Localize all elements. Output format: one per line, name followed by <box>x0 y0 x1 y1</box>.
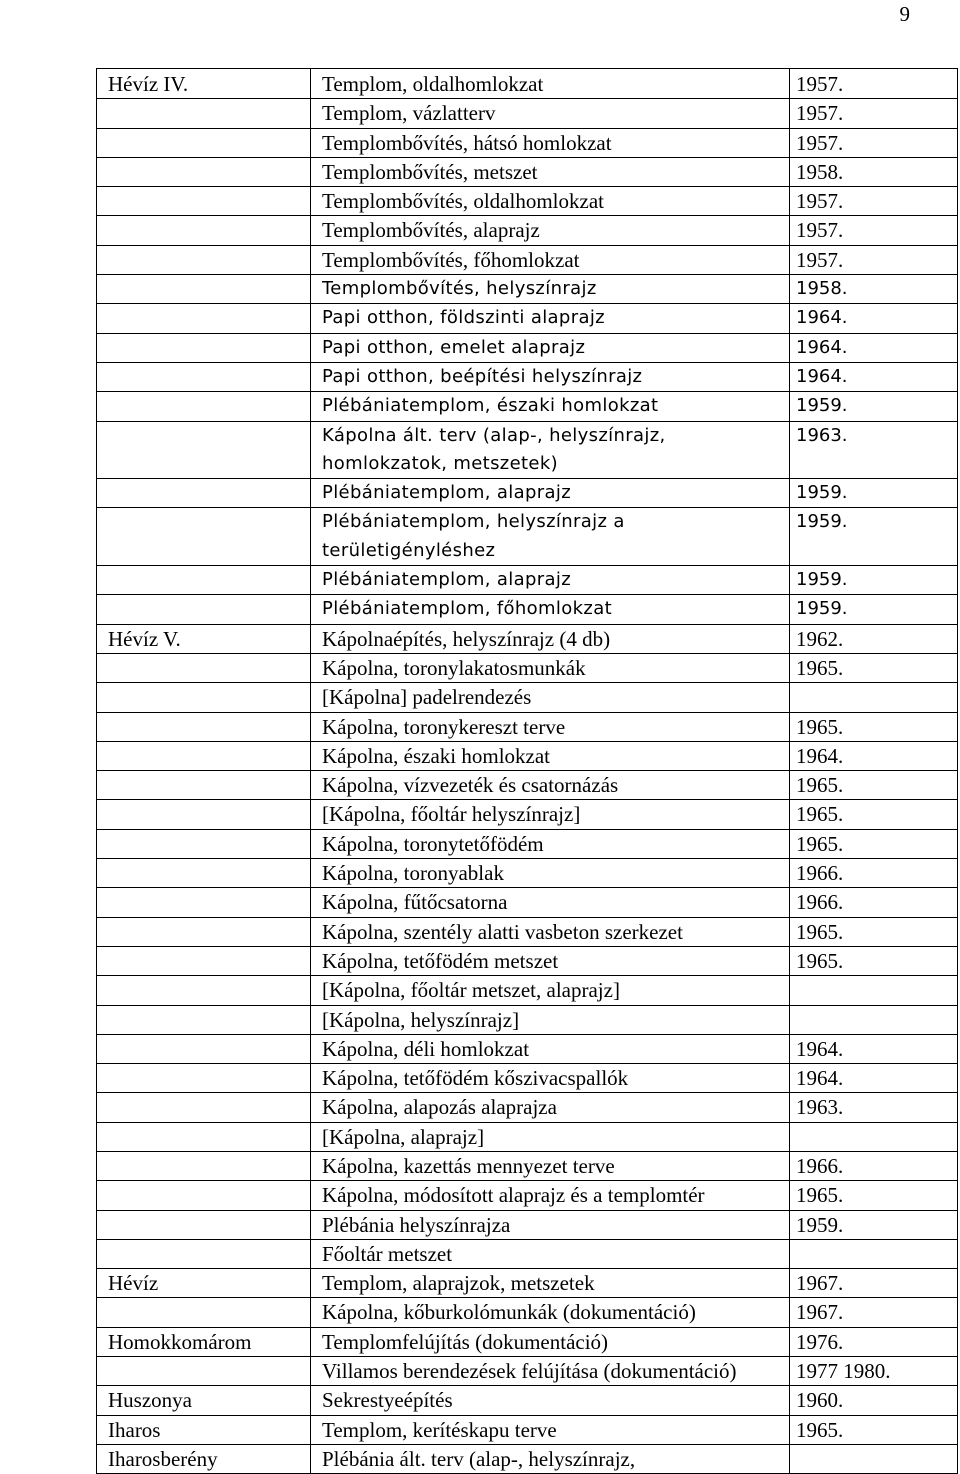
description-cell: [Kápolna, alaprajz] <box>311 1122 790 1151</box>
table-row <box>97 595 958 624</box>
description-cell: Papi otthon, emelet alaprajz <box>311 333 790 362</box>
location-cell <box>97 508 311 566</box>
table-row <box>97 624 958 653</box>
table-row <box>97 304 958 333</box>
location-cell <box>97 1005 311 1034</box>
table-row <box>97 1444 958 1473</box>
year-cell: 1959. <box>790 1210 958 1239</box>
location-cell: Hévíz IV. <box>97 69 311 99</box>
description-cell: Kápolna, toronyablak <box>311 859 790 888</box>
table-row <box>97 1386 958 1415</box>
description-cell: Kápolna, fűtőcsatorna <box>311 888 790 917</box>
page-number: 9 <box>899 2 910 26</box>
year-cell: 1957. <box>790 216 958 245</box>
location-cell <box>97 245 311 274</box>
description-cell: Kápolna, toronykereszt terve <box>311 712 790 741</box>
year-cell: 1957. <box>790 187 958 216</box>
table-body <box>97 69 958 1474</box>
description-cell: Kápolna, tetőfödém kőszivacspallók <box>311 1064 790 1093</box>
table-row <box>97 1093 958 1122</box>
table-row <box>97 917 958 946</box>
table-row <box>97 829 958 858</box>
description-cell: Plébániatemplom, északi homlokzat <box>311 392 790 421</box>
location-cell <box>97 1122 311 1151</box>
table-row <box>97 187 958 216</box>
description-cell: Plébániatemplom, alaprajz <box>311 566 790 595</box>
table-row <box>97 1005 958 1034</box>
year-cell: 1965. <box>790 1181 958 1210</box>
description-cell: Templombővítés, helyszínrajz <box>311 275 790 304</box>
description-cell: Főoltár metszet <box>311 1239 790 1268</box>
year-cell: 1963. <box>790 1093 958 1122</box>
table-row <box>97 712 958 741</box>
description-cell: Kápolna ált. terv (alap-, helyszínrajz, homlokzatok, metszetek) <box>311 421 790 479</box>
table-row <box>97 741 958 770</box>
location-cell <box>97 771 311 800</box>
description-cell: Templomfelújítás (dokumentáció) <box>311 1327 790 1356</box>
table-row <box>97 392 958 421</box>
description-cell: Plébánia helyszínrajza <box>311 1210 790 1239</box>
year-cell: 1965. <box>790 800 958 829</box>
location-cell <box>97 566 311 595</box>
location-cell <box>97 1034 311 1063</box>
location-cell <box>97 216 311 245</box>
year-cell: 1965. <box>790 946 958 975</box>
table-row <box>97 216 958 245</box>
description-cell: Kápolna, északi homlokzat <box>311 741 790 770</box>
location-cell <box>97 683 311 712</box>
location-cell <box>97 421 311 479</box>
location-cell: Iharos <box>97 1415 311 1444</box>
year-cell: 1964. <box>790 333 958 362</box>
table-row <box>97 1034 958 1063</box>
location-cell <box>97 157 311 186</box>
description-cell: Templom, vázlatterv <box>311 99 790 128</box>
year-cell: 1957. <box>790 245 958 274</box>
table-row <box>97 1415 958 1444</box>
location-cell <box>97 829 311 858</box>
description-cell: Papi otthon, beépítési helyszínrajz <box>311 362 790 391</box>
table-row <box>97 859 958 888</box>
location-cell <box>97 1181 311 1210</box>
location-cell <box>97 859 311 888</box>
year-cell: 1976. <box>790 1327 958 1356</box>
year-cell: 1964. <box>790 304 958 333</box>
location-cell <box>97 800 311 829</box>
year-cell: 1965. <box>790 712 958 741</box>
table-row <box>97 1269 958 1298</box>
description-cell: Templom, kerítéskapu terve <box>311 1415 790 1444</box>
location-cell <box>97 99 311 128</box>
table-row <box>97 1122 958 1151</box>
table-row <box>97 333 958 362</box>
description-cell: [Kápolna, főoltár helyszínrajz] <box>311 800 790 829</box>
description-cell: Kápolna, déli homlokzat <box>311 1034 790 1063</box>
description-cell: [Kápolna, helyszínrajz] <box>311 1005 790 1034</box>
description-cell: Plébánia ált. terv (alap-, helyszínrajz, <box>311 1444 790 1473</box>
year-cell: 1959. <box>790 508 958 566</box>
location-cell <box>97 304 311 333</box>
location-cell <box>97 888 311 917</box>
year-cell: 1960. <box>790 1386 958 1415</box>
location-cell <box>97 1151 311 1180</box>
location-cell <box>97 128 311 157</box>
description-cell: Sekrestyeépítés <box>311 1386 790 1415</box>
table-row <box>97 245 958 274</box>
description-cell: Plébániatemplom, alaprajz <box>311 479 790 508</box>
location-cell: Hévíz <box>97 1269 311 1298</box>
location-cell: Hévíz V. <box>97 624 311 653</box>
location-cell <box>97 1064 311 1093</box>
location-cell <box>97 1210 311 1239</box>
year-cell: 1959. <box>790 595 958 624</box>
location-cell <box>97 1239 311 1268</box>
year-cell: 1966. <box>790 888 958 917</box>
description-cell: Templombővítés, alaprajz <box>311 216 790 245</box>
description-cell: Kápolna, toronylakatosmunkák <box>311 653 790 682</box>
description-cell: Kápolna, alapozás alaprajza <box>311 1093 790 1122</box>
table-row <box>97 508 958 566</box>
year-cell: 1957. <box>790 69 958 99</box>
description-cell: Templom, alaprajzok, metszetek <box>311 1269 790 1298</box>
year-cell: 1964. <box>790 362 958 391</box>
table-row <box>97 421 958 479</box>
year-cell: 1965. <box>790 917 958 946</box>
location-cell <box>97 333 311 362</box>
year-cell: 1964. <box>790 1034 958 1063</box>
year-cell: 1966. <box>790 1151 958 1180</box>
table-row <box>97 800 958 829</box>
location-cell <box>97 479 311 508</box>
location-cell <box>97 275 311 304</box>
location-cell: Homokkomárom <box>97 1327 311 1356</box>
description-cell: Kápolnaépítés, helyszínrajz (4 db) <box>311 624 790 653</box>
year-cell: 1957. <box>790 99 958 128</box>
archive-table <box>96 68 958 1474</box>
description-cell: Kápolna, kazettás mennyezet terve <box>311 1151 790 1180</box>
table-row <box>97 976 958 1005</box>
table-row <box>97 771 958 800</box>
year-cell: 1958. <box>790 157 958 186</box>
location-cell: Huszonya <box>97 1386 311 1415</box>
description-cell: Templombővítés, oldalhomlokzat <box>311 187 790 216</box>
table-row <box>97 946 958 975</box>
table-row <box>97 99 958 128</box>
location-cell: Iharosberény <box>97 1444 311 1473</box>
location-cell <box>97 1357 311 1386</box>
year-cell: 1964. <box>790 741 958 770</box>
table-row <box>97 1181 958 1210</box>
year-cell <box>790 1239 958 1268</box>
table-row <box>97 1064 958 1093</box>
description-cell: [Kápolna, főoltár metszet, alaprajz] <box>311 976 790 1005</box>
year-cell: 1962. <box>790 624 958 653</box>
table-row <box>97 1327 958 1356</box>
year-cell: 1965. <box>790 771 958 800</box>
description-cell: Kápolna, vízvezeték és csatornázás <box>311 771 790 800</box>
year-cell <box>790 683 958 712</box>
description-cell: Templom, oldalhomlokzat <box>311 69 790 99</box>
table-row <box>97 69 958 99</box>
year-cell <box>790 1005 958 1034</box>
year-cell: 1965. <box>790 1415 958 1444</box>
year-cell: 1967. <box>790 1269 958 1298</box>
location-cell <box>97 1298 311 1327</box>
location-cell <box>97 595 311 624</box>
table-row <box>97 653 958 682</box>
table-row <box>97 1151 958 1180</box>
table-row <box>97 128 958 157</box>
location-cell <box>97 1093 311 1122</box>
description-cell: Plébániatemplom, főhomlokzat <box>311 595 790 624</box>
description-cell: Kápolna, toronytetőfödém <box>311 829 790 858</box>
description-cell: Templombővítés, metszet <box>311 157 790 186</box>
description-cell: Kápolna, kőburkolómunkák (dokumentáció) <box>311 1298 790 1327</box>
table-row <box>97 1298 958 1327</box>
description-cell: Kápolna, módosított alaprajz és a templomtér <box>311 1181 790 1210</box>
table-row <box>97 362 958 391</box>
location-cell <box>97 392 311 421</box>
year-cell: 1967. <box>790 1298 958 1327</box>
location-cell <box>97 976 311 1005</box>
year-cell <box>790 1122 958 1151</box>
description-cell: Plébániatemplom, helyszínrajz a területigényléshez <box>311 508 790 566</box>
year-cell: 1959. <box>790 392 958 421</box>
location-cell <box>97 741 311 770</box>
location-cell <box>97 187 311 216</box>
table-row <box>97 566 958 595</box>
table-row <box>97 683 958 712</box>
year-cell <box>790 976 958 1005</box>
year-cell: 1963. <box>790 421 958 479</box>
table-row <box>97 157 958 186</box>
year-cell: 1958. <box>790 275 958 304</box>
description-cell: Kápolna, tetőfödém metszet <box>311 946 790 975</box>
table-row <box>97 888 958 917</box>
year-cell: 1966. <box>790 859 958 888</box>
year-cell: 1977 1980. <box>790 1357 958 1386</box>
year-cell: 1959. <box>790 479 958 508</box>
location-cell <box>97 362 311 391</box>
description-cell: Papi otthon, földszinti alaprajz <box>311 304 790 333</box>
year-cell: 1964. <box>790 1064 958 1093</box>
year-cell: 1965. <box>790 653 958 682</box>
year-cell: 1957. <box>790 128 958 157</box>
description-cell: Templombővítés, főhomlokzat <box>311 245 790 274</box>
location-cell <box>97 653 311 682</box>
table-row <box>97 1239 958 1268</box>
year-cell: 1965. <box>790 829 958 858</box>
description-cell: Villamos berendezések felújítása (dokumentáció) <box>311 1357 790 1386</box>
table-row <box>97 1210 958 1239</box>
description-cell: Kápolna, szentély alatti vasbeton szerkezet <box>311 917 790 946</box>
year-cell: 1959. <box>790 566 958 595</box>
table-row <box>97 479 958 508</box>
table-row <box>97 275 958 304</box>
description-cell: [Kápolna] padelrendezés <box>311 683 790 712</box>
location-cell <box>97 946 311 975</box>
year-cell <box>790 1444 958 1473</box>
location-cell <box>97 712 311 741</box>
description-cell: Templombővítés, hátsó homlokzat <box>311 128 790 157</box>
location-cell <box>97 917 311 946</box>
table-row <box>97 1357 958 1386</box>
